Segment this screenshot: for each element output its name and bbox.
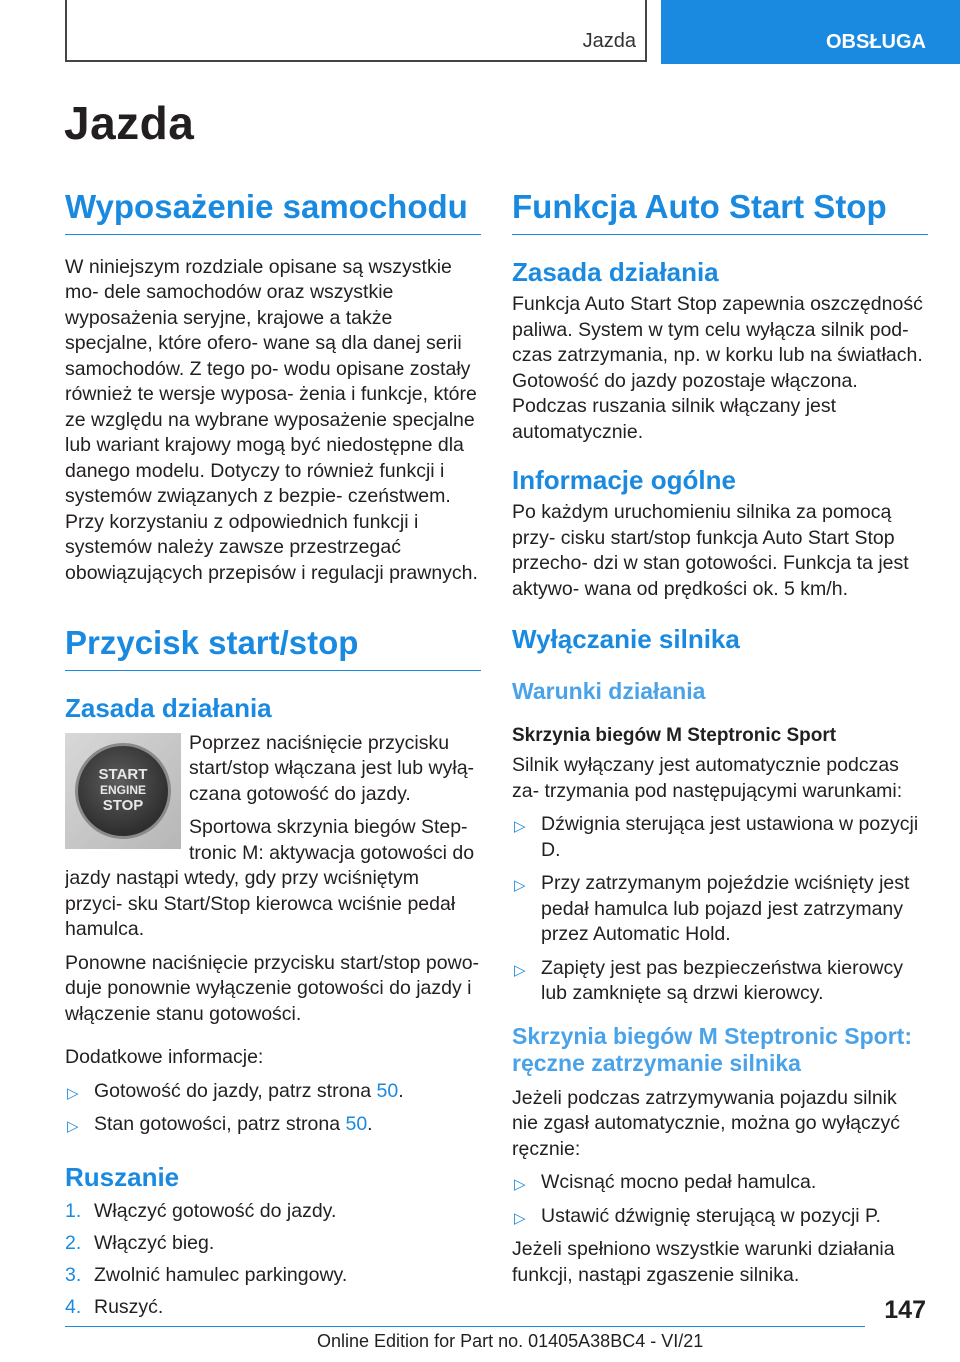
list-item xyxy=(512,812,928,863)
subsection-title-button-principle: Zasada działania xyxy=(65,693,272,724)
list-item xyxy=(65,1112,481,1138)
step-item xyxy=(65,1227,481,1259)
list-item-text: Wcisnąć mocno pedał hamulca. xyxy=(541,1171,817,1194)
section-title-auto-start-stop: Funkcja Auto Start Stop xyxy=(512,188,928,235)
section-title-equipment: Wyposażenie samochodu xyxy=(65,188,481,235)
page-title: Jazda xyxy=(64,97,195,149)
start-engine-stop-icon xyxy=(75,743,171,839)
list-item xyxy=(65,1079,481,1105)
conditions-list xyxy=(512,812,928,1007)
list-item xyxy=(512,956,928,1007)
step-item xyxy=(65,1291,481,1323)
list-item-text: Przy zatrzymanym pojeździe wciśnięty jest pedał hamulca lub pojazd jest zatrzymany przez Automatic Hold. xyxy=(541,872,910,946)
step-number: 2. xyxy=(65,1231,82,1254)
step-text: Włączyć gotowość do jazdy. xyxy=(94,1199,337,1222)
right-column xyxy=(512,188,928,1288)
header-chapter-label: OBSŁUGA xyxy=(826,30,926,53)
manual-stop-list xyxy=(512,1170,928,1229)
button-text-3: Ponowne naciśnięcie przycisku start/stop powo‐ duje ponownie wyłączenie gotowości do jazdy i włączenie stanu gotowości. xyxy=(65,951,480,1025)
subsection-title-driving-off: Ruszanie xyxy=(65,1161,180,1192)
step-text: Włączyć bieg. xyxy=(94,1231,215,1254)
list-item xyxy=(512,1170,928,1196)
button-text-2: Sportowa skrzynia biegów Step‐ tronic M: aktywacja gotowości do jazdy nastąpi wtedy, gdy przy wciśniętym przyci‐ sku Start/Stop kierowca wciśnie pedał hamulca. xyxy=(65,816,475,941)
list-item xyxy=(512,871,928,948)
principle-text: Funkcja Auto Start Stop zapewnia oszczędność paliwa. System w tym celu wyłącza silnik pod‐ czas zatrzymania, np. w korku lub na światłach. Gotowość do jazdy pozostaje włączona. Podczas ruszania silnik włączany jest automatycznie. xyxy=(512,293,923,443)
footer-divider xyxy=(65,1326,865,1327)
equipment-text: W niniejszym rozdziale opisane są wszystkie mo‐ dele samochodów oraz wszystkie wyposażenia seryjne, krajowe a także specjalne, które ofero‐ wane są dla danej serii samochodów. Z tego po‐ wodu opisane zostały również te wersje wyposa‐ żenia i funkcje, które ze względu na wybrane wyposażenie specjalne lub wariant krajowy mogą być niedostępne dla danego modelu. Dotyczy to również funkcji i systemów związanych z bezpie‐ czeństwem. Przy korzystaniu z odpowiednich funkcji i systemów należy zawsze przestrzegać obowiązujących przepisów i regulacji prawnych. xyxy=(65,255,478,584)
triangle-bullet-icon: ▷ xyxy=(514,961,526,979)
more-info-list xyxy=(65,1079,481,1138)
list-item-text: Zapięty jest pas bezpieczeństwa kierowcy lub zamknięte są drzwi kierowcy. xyxy=(541,956,903,1005)
step-number: 3. xyxy=(65,1263,82,1286)
step-text: Ruszyć. xyxy=(94,1295,164,1318)
list-item-text: Dźwignia sterująca jest ustawiona w pozycji D. xyxy=(541,813,919,861)
button-label-start: START xyxy=(98,766,148,784)
header-section-title: Jazda xyxy=(582,30,636,52)
section-title-start-stop-button: Przycisk start/stop xyxy=(65,624,481,671)
header-chapter-tab xyxy=(661,0,960,64)
step-item xyxy=(65,1259,481,1291)
footer-edition: Online Edition for Part no. 01405A38BC4 - VI/21 xyxy=(317,1331,704,1351)
more-info-label: Dodatkowe informacje: xyxy=(65,1046,264,1069)
gearbox-title: Skrzynia biegów M Steptronic Sport xyxy=(512,725,837,747)
triangle-bullet-icon: ▷ xyxy=(514,877,526,895)
subsection-title-engine-off: Wyłączanie silnika xyxy=(512,624,740,655)
page-link[interactable]: 50 xyxy=(376,1079,399,1102)
manual-stop-text: Jeżeli podczas zatrzymywania pojazdu silnik nie zgasł automatycznie, można go wyłączyć ręcznie: xyxy=(512,1086,901,1160)
button-description xyxy=(65,731,481,943)
general-text: Po każdym uruchomieniu silnika za pomocą przy‐ cisku start/stop funkcja Auto Start Stop przecho‐ dzi w stan gotowości. Funkcja ta jest aktywo‐ wana od prędkości ok. 5 km/h. xyxy=(512,501,909,600)
manual-stop-result: Jeżeli spełniono wszystkie warunki działania funkcji, nastąpi zgaszenie silnika. xyxy=(512,1238,895,1286)
gearbox-text: Silnik wyłączany jest automatycznie podczas za‐ trzymania pod następującymi warunkami: xyxy=(512,754,903,802)
subsection-title-general: Informacje ogólne xyxy=(512,465,736,496)
list-item-text: Gotowość do jazdy, patrz strona xyxy=(94,1079,377,1102)
subsection-title-principle: Zasada działania xyxy=(512,256,719,287)
list-item-text: Stan gotowości, patrz strona xyxy=(94,1113,346,1136)
step-number: 1. xyxy=(65,1199,82,1222)
triangle-bullet-icon: ▷ xyxy=(514,818,526,836)
button-text-1: Poprzez naciśnięcie przycisku start/stop włączana jest lub wyłą‐ czana gotowość do jazdy. xyxy=(189,731,475,805)
list-item-end: . xyxy=(398,1079,404,1102)
left-column xyxy=(65,188,481,1323)
triangle-bullet-icon: ▷ xyxy=(67,1084,79,1102)
triangle-bullet-icon: ▷ xyxy=(514,1176,526,1194)
triangle-bullet-icon: ▷ xyxy=(67,1118,79,1136)
driving-off-steps xyxy=(65,1195,481,1323)
list-item xyxy=(512,1204,928,1230)
page-link[interactable]: 50 xyxy=(345,1113,368,1136)
list-item-text: Ustawić dźwignię sterującą w pozycji P. xyxy=(541,1204,881,1227)
conditions-title: Warunki działania xyxy=(512,677,706,704)
button-label-engine: ENGINE xyxy=(99,783,146,798)
step-number: 4. xyxy=(65,1295,82,1318)
manual-stop-title: Skrzynia biegów M Steptronic Sport: ręczne zatrzymanie silnika xyxy=(512,1022,912,1077)
triangle-bullet-icon: ▷ xyxy=(514,1209,526,1227)
start-stop-button-image xyxy=(65,733,181,849)
button-label-stop: STOP xyxy=(102,797,144,815)
page-number: 147 xyxy=(884,1296,926,1324)
step-item xyxy=(65,1195,481,1227)
header-frame xyxy=(65,0,647,62)
step-text: Zwolnić hamulec parkingowy. xyxy=(94,1263,348,1286)
list-item-end: . xyxy=(367,1113,373,1136)
